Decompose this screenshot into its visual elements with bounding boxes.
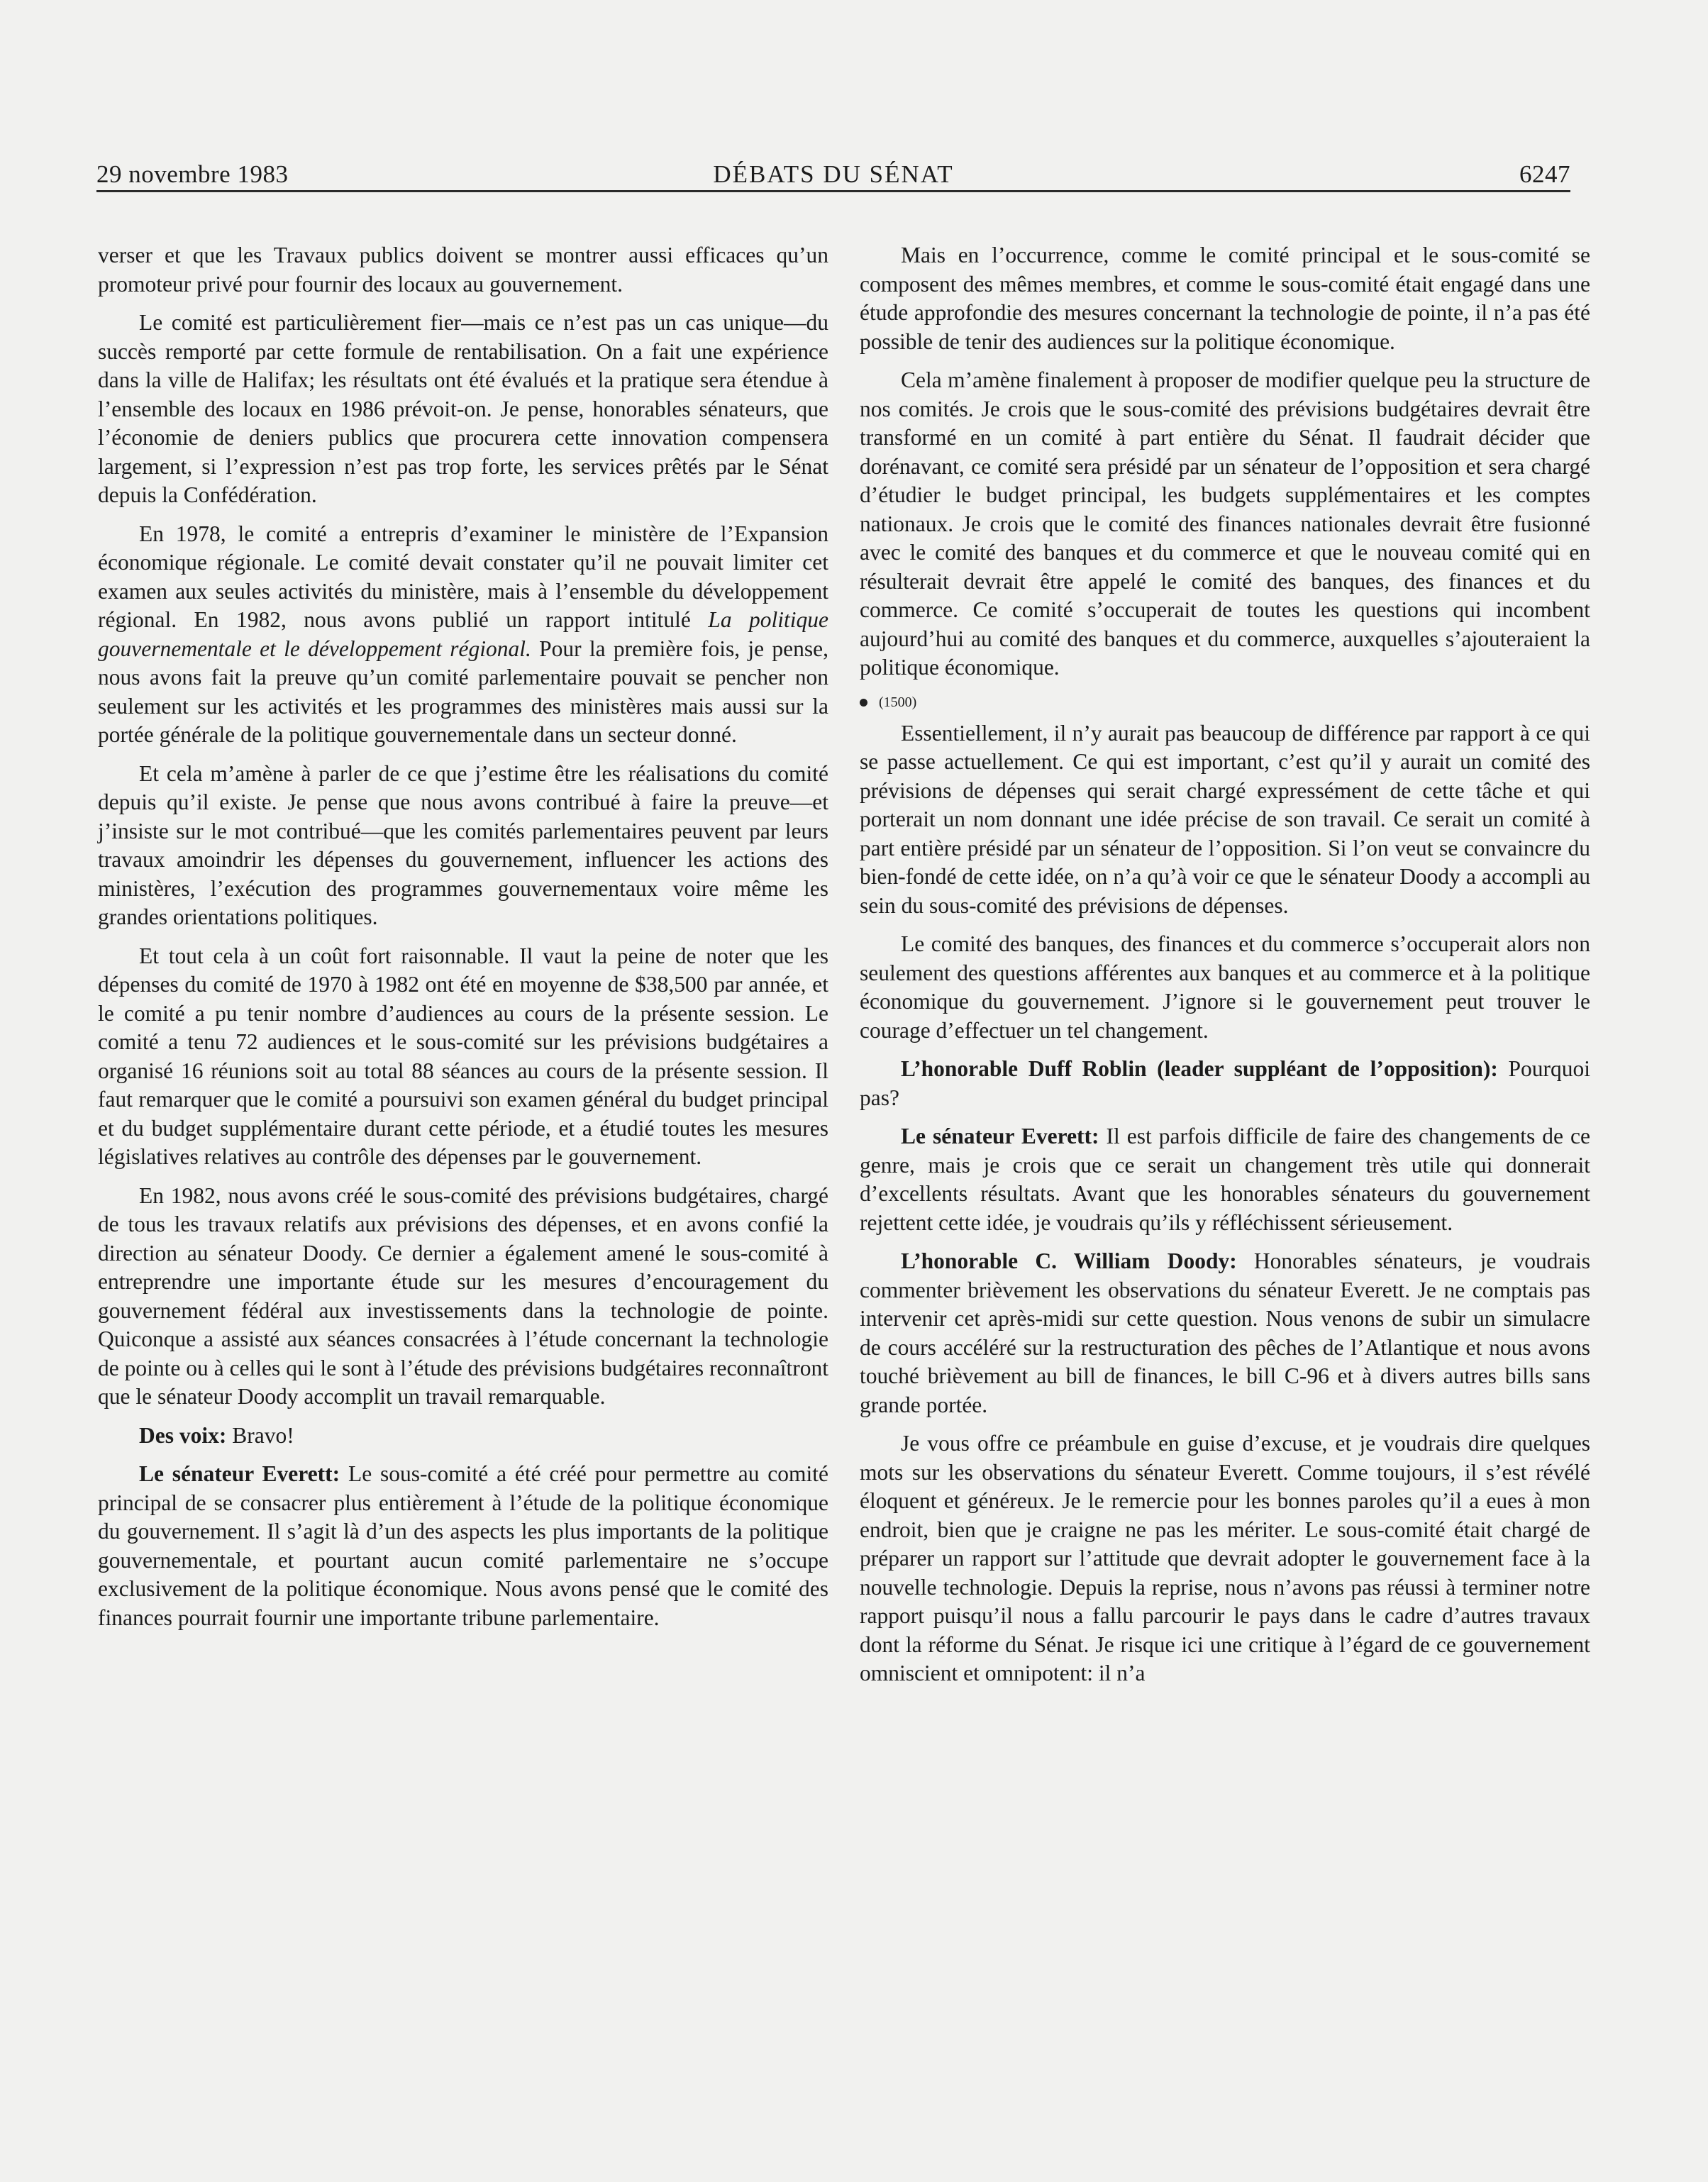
paragraph-text: En 1978, le comité a entrepris d’examiner le ministère de l’Expansion économique régionale. Le comité devait constater qu’il ne pouvait limiter cet examen aux seules activités du ministère, mais à l’ensemble du développement régional. En 1982, nous avons publié un rapport intitulé: [98, 521, 828, 632]
time-marker-text: (1500): [879, 694, 917, 710]
paragraph: verser et que les Travaux publics doivent se montrer aussi efficaces qu’un promoteur privé pour fournir des locaux au gouvernement.: [98, 243, 828, 297]
speech-text: Il est parfois difficile de faire des changements de ce genre, mais je crois que ce serait un changement très utile qui donnerait d’excellents résultats. Avant que les honorables sénateurs du gouvernement rejettent cette idée, je voudrais qu’ils y réfléchissent sérieusement.: [860, 1124, 1590, 1235]
paragraph: [98, 520, 828, 750]
speech-text: Honorables sénateurs, je voudrais commenter brièvement les observations du sénateur Everett. Je ne comptais pas intervenir cet après-midi sur cette question. Nous venons de subir un simulacre de cours accéléré sur la restructuration des pêches de l’Atlantique et nous avons touché brièvement au bill de finances, le bill C-96 et à divers autres bills sans grande portée.: [860, 1248, 1590, 1417]
paragraph: Et tout cela à un coût fort raisonnable. Il vaut la peine de noter que les dépenses du comité de 1970 à 1982 ont été en moyenne de $38,500 par année, et le comité a pu tenir nombre d’audiences au cours de la présente session. Le comité a tenu 72 audiences et le sous-comité sur les prévisions budgétaires a organisé 16 réunions soit au total 88 séances au cours de la présente session. Il faut remarquer que le comité a poursuivi son examen général du budget principal et du budget supplémentaire durant cette période, et a étudié toutes les mesures législatives relatives au contrôle des dépenses par le gouvernement.: [98, 943, 828, 1169]
header-page-number: 6247: [1519, 160, 1570, 188]
header-title: DÉBATS DU SÉNAT: [713, 160, 954, 188]
speaker-name: L’honorable Duff Roblin (leader suppléant de l’opposition):: [901, 1056, 1498, 1081]
paragraph: Mais en l’occurrence, comme le comité principal et le sous-comité se composent des mêmes membres, et comme le sous-comité était engagé dans une étude approfondie des mesures concernant la technologie de pointe, il n’a pas été possible de tenir des audiences sur la politique économique.: [860, 243, 1590, 354]
paragraph: [860, 1055, 1590, 1112]
paragraph: Et cela m’amène à parler de ce que j’estime être les réalisations du comité depuis qu’il existe. Je pense que nous avons contribué à faire la preuve—et j’insiste sur le mot contribué—que les comités parlementaires peuvent par leurs travaux amoindrir les dépenses du gouvernement, influencer les actions des ministères, l’exécution des programmes gouvernementaux voire même les grandes orientations politiques.: [98, 760, 828, 929]
paragraph: [860, 1122, 1590, 1237]
right-column: [860, 241, 1590, 1698]
report-title: La politique gouvernementale et le développement régional.: [98, 607, 828, 661]
bullet-dot-icon: [860, 699, 867, 707]
left-column: [98, 241, 828, 1642]
speech-text: Pourquoi pas?: [860, 1056, 1591, 1110]
paragraph: Essentiellement, il n’y aurait pas beaucoup de différence par rapport à ce qui se passe actuellement. Ce qui est important, c’est qu’il y aurait un comité des prévisions de dépenses qui serait chargé expressément de cette tâche et qui porterait un nom donnant une idée précise de son travail. Ce serait un comité à part entière présidé par un sénateur de l’opposition. Si l’on veut se convaincre du bien-fondé de cette idée, on n’a qu’à voir ce que le sénateur Doody a accompli au sein du sous-comité des prévisions de dépenses.: [860, 720, 1590, 918]
paragraph: En 1982, nous avons créé le sous-comité des prévisions budgétaires, chargé de tous les travaux relatifs aux prévisions des dépenses, et en avons confié la direction au sénateur Doody. Ce dernier a également amené le sous-comité à entreprendre une importante étude sur les mesures d’encouragement du gouvernement fédéral aux investissements dans la technologie de pointe. Quiconque a assisté aux séances consacrées à l’étude concernant la technologie de pointe ou à celles qui le sont à l’étude des prévisions budgétaires reconnaîtront que le sénateur Doody accomplit un travail remarquable.: [98, 1183, 828, 1409]
speaker-name: L’honorable C. William Doody:: [901, 1248, 1237, 1273]
paragraph: [98, 1422, 828, 1451]
speaker-name: Le sénateur Everett:: [139, 1461, 340, 1486]
paragraph: Le comité est particulièrement fier—mais ce n’est pas un cas unique—du succès remporté par cette formule de rentabilisation. On a fait une expérience dans la ville de Halifax; les résultats ont été évalués et la pratique sera étendue à l’ensemble des locaux en 1986 prévoit-on. Je pense, honorables sénateurs, que l’économie de deniers publics que procurera cette innovation compensera largement, si l’expression n’est pas trop forte, les services prêtés par le Sénat depuis la Confédération.: [98, 310, 828, 507]
paragraph: Le comité des banques, des finances et du commerce s’occuperait alors non seulement des questions afférentes aux banques et au commerce et à la politique économique du gouvernement. J’ignore si le gouvernement peut trouver le courage d’effectuer un tel changement.: [860, 931, 1590, 1043]
paragraph: [860, 1247, 1590, 1419]
speaker-name: Le sénateur Everett:: [901, 1124, 1099, 1148]
time-marker: [860, 692, 1590, 712]
speaker-name: Des voix:: [139, 1422, 227, 1448]
paragraph: [98, 1460, 828, 1632]
paragraph: Cela m’amène finalement à proposer de modifier quelque peu la structure de nos comités. Je crois que le sous-comité des prévisions budgétaires devrait être transformé en un comité à part entière du Sénat. Il faudrait décider que dorénavant, ce comité sera présidé par un sénateur de l’opposition et sera chargé d’étudier le budget principal, les budgets supplémentaires et les comptes nationaux. Je crois que le comité des finances nationales devrait être fusionné avec le comité des banques et du commerce et que le nouveau comité qui en résulterait devrait être appelé le comité des banques, des finances et du commerce. Ce comité s’occuperait de toutes les questions qui incombent aujourd’hui au comité des banques et du commerce, auxquelles s’ajouteraient la politique économique.: [860, 367, 1590, 680]
page-header: [96, 155, 1570, 192]
speech-text: Bravo!: [226, 1422, 294, 1448]
speech-text: Le sous-comité a été créé pour permettre au comité principal de se consacrer plus entièrement à l’étude de la politique économique du gouvernement. Il s’agit là d’un des aspects les plus importants de la politique gouvernementale, et pourtant aucun comité parlementaire ne s’occupe exclusivement de la politique économique. Nous avons pensé que le comité des finances pourrait fournir une importante tribune parlementaire.: [98, 1461, 828, 1630]
paragraph: Je vous offre ce préambule en guise d’excuse, et je voudrais dire quelques mots sur les observations du sénateur Everett. Comme toujours, il s’est révélé éloquent et généreux. Je le remercie pour les bonnes paroles qu’il a eues à mon endroit, bien que je craigne ne pas les mériter. Le sous-comité était chargé de préparer un rapport sur l’attitude que devrait adopter le gouvernement face à la nouvelle technologie. Depuis la reprise, nous n’avons pas réussi à terminer notre rapport puisqu’il nous a fallu parcourir le pays dans le cadre d’autres travaux dont la réforme du Sénat. Je risque ici une critique à l’égard de ce gouvernement omniscient et omnipotent: il n’a: [860, 1431, 1590, 1685]
paragraph-text: Pour la première fois, je pense, nous avons fait la preuve qu’un comité parlementaire pouvait se pencher non seulement sur les activités et les programmes des ministères mais aussi sur la portée générale de la politique gouvernementale dans un secteur donné.: [98, 636, 828, 747]
header-date: 29 novembre 1983: [96, 160, 289, 188]
